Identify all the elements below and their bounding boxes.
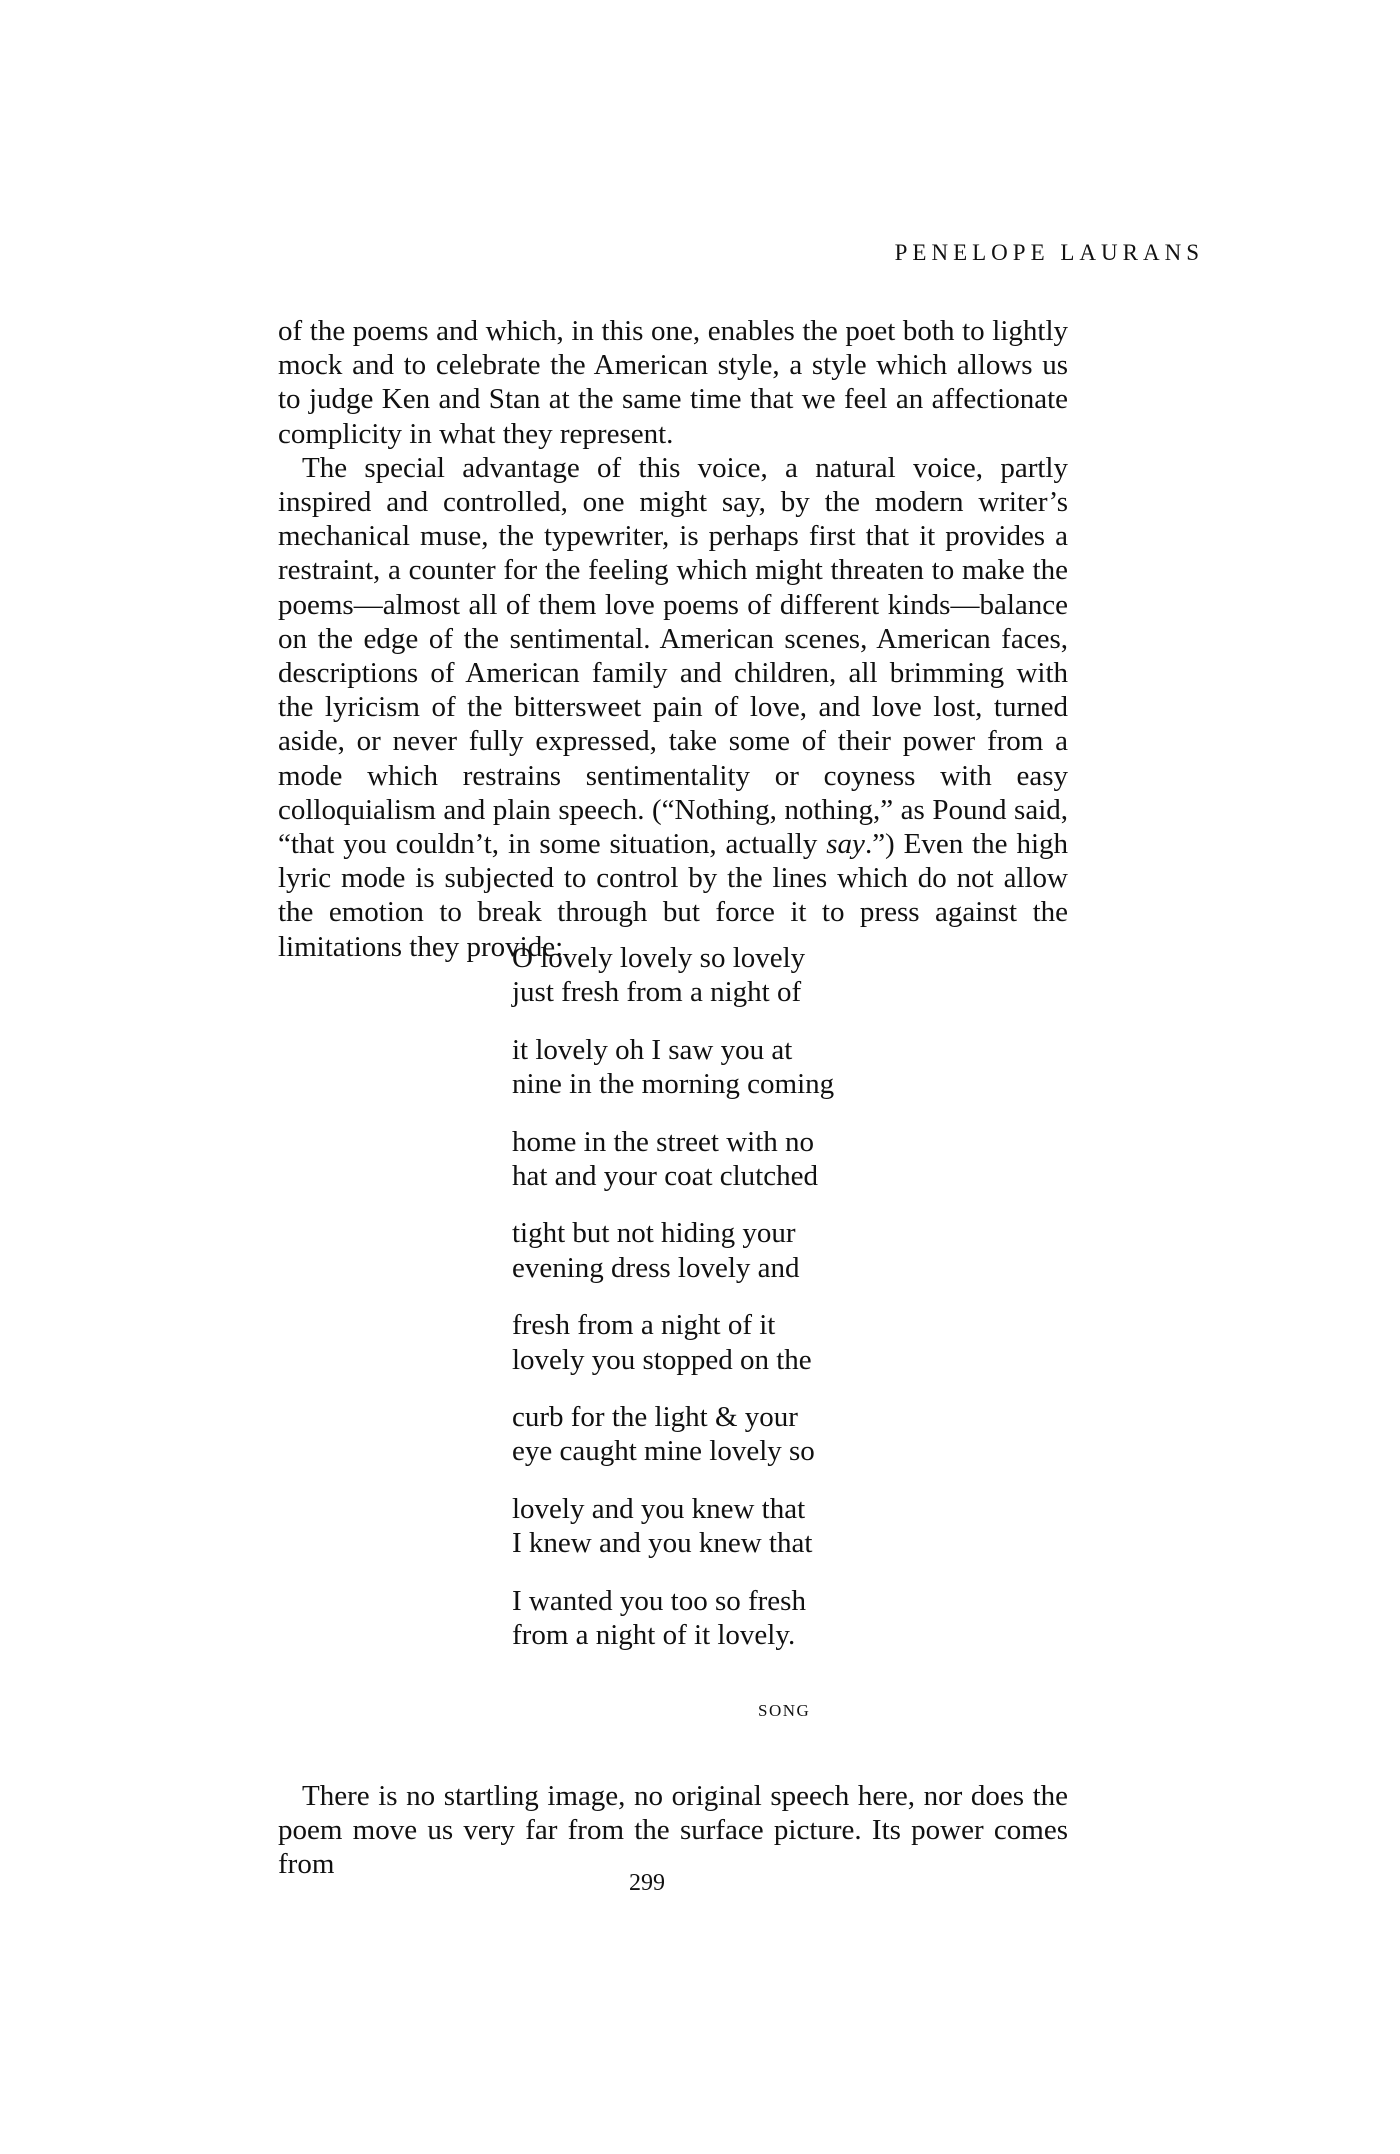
poem-line: fresh from a night of it: [512, 1309, 776, 1342]
poem-line: eye caught mine lovely so: [512, 1435, 815, 1468]
paragraph-following: There is no startling image, no original speech here, nor does the poem move us very far from the surface picture. Its power comes from: [278, 1780, 1068, 1881]
paragraph-continued: of the poems and which, in this one, enables the poet both to lightly mock and to celebrate the American style, a style which allows us to judge Ken and Stan at the same time that we feel an affectionate complicity in what they represent.: [278, 315, 1068, 450]
poem-line: from a night of it lovely.: [512, 1619, 796, 1652]
paragraph-text-part2: .”) Even the high lyric mode is subjected to control by the lines which do not allow the emotion to break through but force it to press against the limitations they provide:: [278, 828, 1069, 963]
poem-stanza: [512, 1584, 834, 1653]
poem-caption: SONG: [758, 1701, 811, 1720]
poem-line: hat and your coat clutched: [512, 1160, 818, 1193]
poem-line: lovely and you knew that: [512, 1492, 806, 1525]
poem-line: tight but not hiding your: [512, 1217, 796, 1250]
poem-line: lovely you stopped on the: [512, 1343, 812, 1376]
body-text-upper: [278, 314, 1068, 964]
italic-word: say: [826, 828, 865, 861]
poem-stanza: [512, 1216, 834, 1285]
poem-stanza: [512, 1492, 834, 1561]
poem-stanza: [512, 1400, 834, 1469]
poem-line: O lovely lovely so lovely: [512, 942, 806, 974]
poem-stanza: [512, 1125, 834, 1194]
poem-line: I knew and you knew that: [512, 1527, 813, 1560]
paragraph-special-advantage: [278, 451, 1068, 964]
poem-line: curb for the light & your: [512, 1401, 798, 1434]
poem-line: nine in the morning coming: [512, 1068, 835, 1101]
page-number: 299: [629, 1870, 665, 1896]
poem-stanza: [512, 941, 834, 1010]
poem-stanza: [512, 1033, 834, 1102]
poem-line: home in the street with no: [512, 1125, 815, 1158]
poem-line: just fresh from a night of: [512, 976, 802, 1009]
running-head: PENELOPE LAURANS: [894, 240, 1204, 265]
paragraph-text-part1: The special advantage of this voice, a natural voice, partly inspired and controlled, one might say, by the modern writer’s mechanical muse, the typewriter, is perhaps first that it provides a restraint, a counter for the feeling which might threaten to make the poems—almost all of them love poems of different kinds—balance on the edge of the sentimental. American scenes, American faces, descriptions of American family and children, all brimming with the lyricism of the bittersweet pain of love, and love lost, turned aside, or never fully expressed, take some of their power from a mode which restrains sentimentality or coyness with easy colloquialism and plain speech. (“Nothing, nothing,” as Pound said, “that you couldn’t, in some situation, actually: [278, 451, 1068, 861]
poem-line: it lovely oh I saw you at: [512, 1033, 793, 1066]
poem-line: evening dress lovely and: [512, 1251, 800, 1284]
poem-line: I wanted you too so fresh: [512, 1584, 806, 1617]
quoted-poem: [512, 941, 834, 1676]
poem-stanza: [512, 1308, 834, 1377]
